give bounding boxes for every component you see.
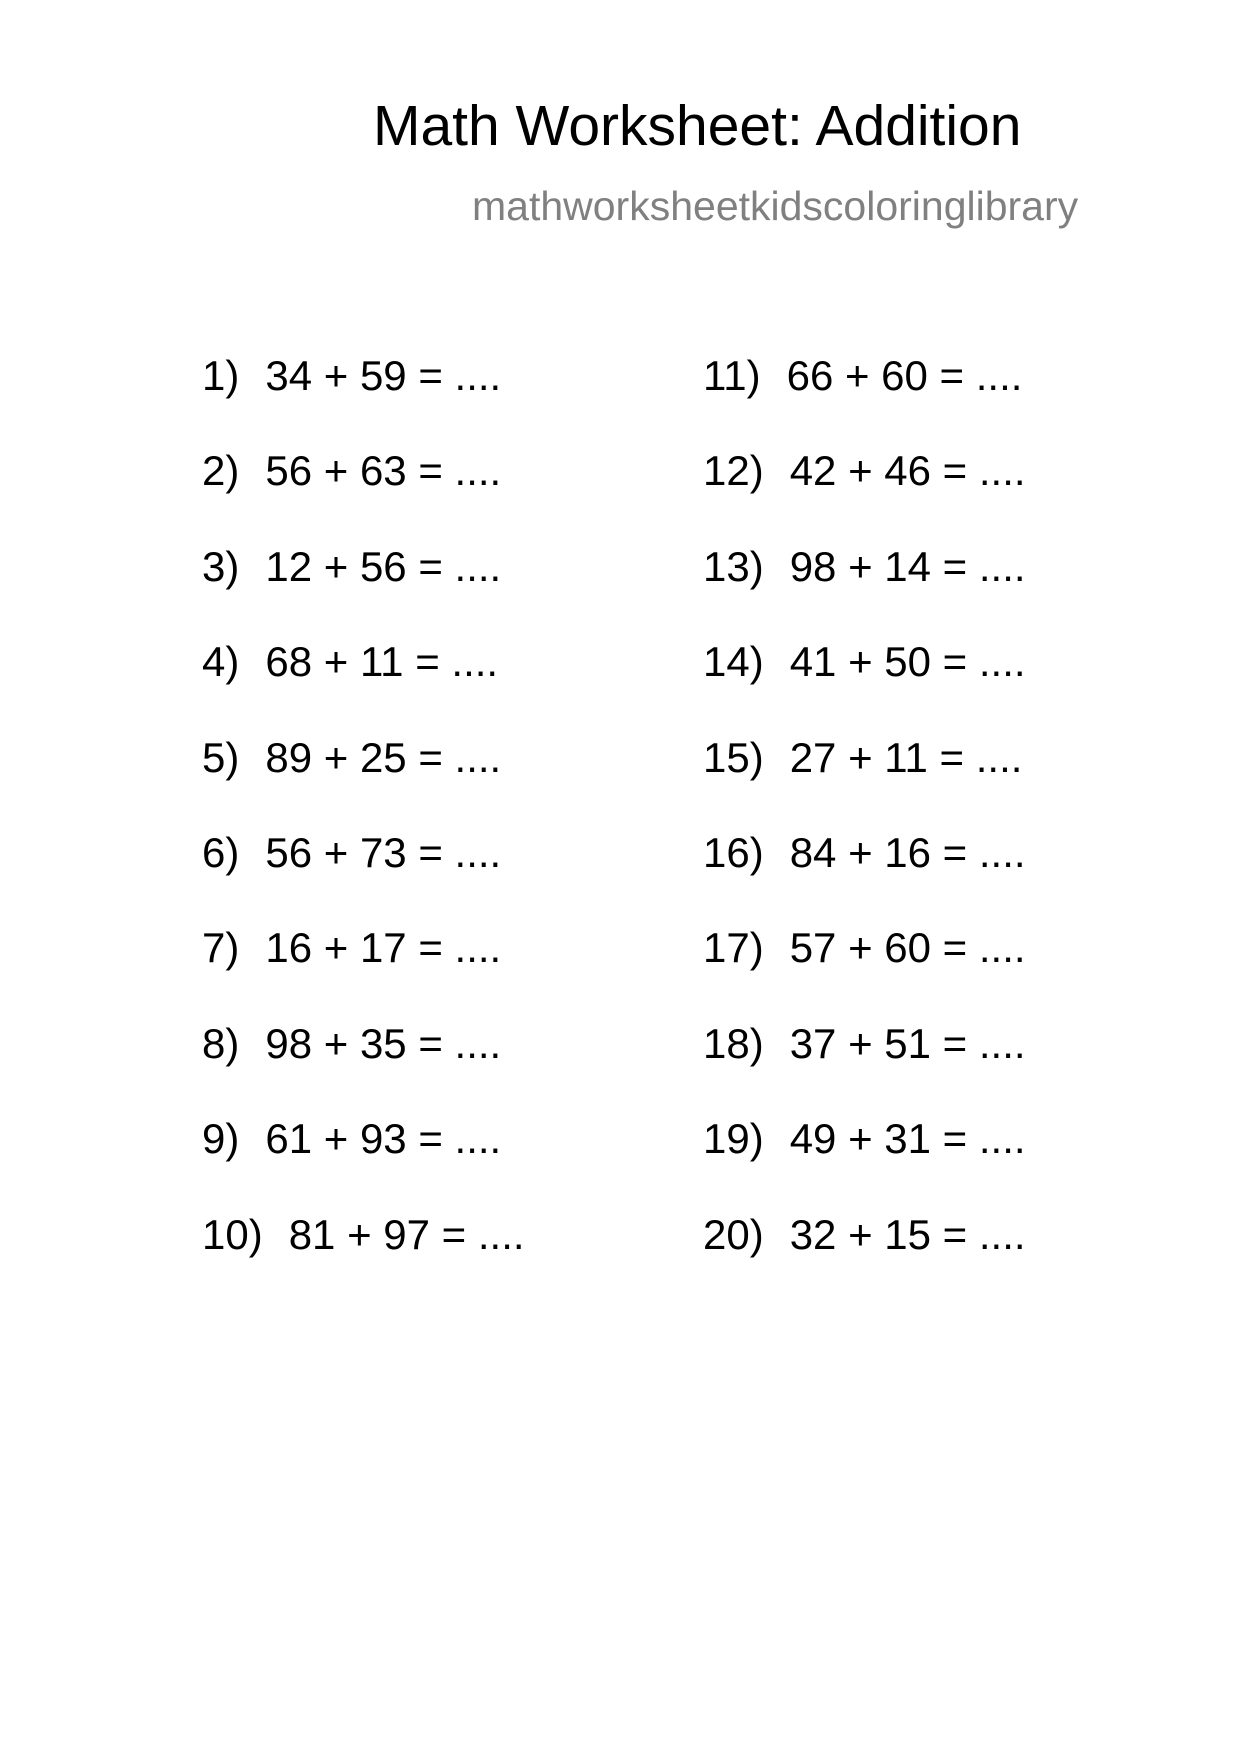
problem-expression: 56 + 63 = .... [265, 447, 502, 495]
problem-number: 5) [202, 733, 240, 781]
problem-number: 6) [202, 828, 240, 876]
problem-item [703, 352, 1026, 450]
problem-expression: 61 + 93 = .... [265, 1115, 502, 1163]
problem-expression: 49 + 31 = .... [789, 1115, 1026, 1163]
problem-number: 16) [703, 828, 764, 876]
problem-number: 8) [202, 1019, 240, 1067]
problem-expression: 41 + 50 = .... [789, 638, 1026, 686]
problem-number: 3) [202, 542, 240, 590]
problem-item [703, 1019, 1026, 1118]
problem-number: 18) [703, 1019, 764, 1067]
problem-expression: 34 + 59 = .... [265, 352, 502, 399]
problem-number: 20) [703, 1210, 764, 1258]
problem-item [703, 447, 1026, 545]
page-title: Math Worksheet: Addition [373, 94, 1022, 158]
problem-expression: 56 + 73 = .... [265, 828, 502, 876]
problem-item [703, 828, 1026, 927]
problem-number: 19) [703, 1115, 764, 1163]
problem-expression: 42 + 46 = .... [789, 447, 1026, 495]
problem-item [202, 638, 525, 736]
problem-item [703, 638, 1026, 736]
problem-expression: 12 + 56 = .... [265, 542, 502, 590]
problem-expression: 68 + 11 = .... [265, 638, 499, 686]
problem-number: 15) [703, 733, 764, 781]
problem-number: 13) [703, 542, 764, 590]
problem-expression: 37 + 51 = .... [789, 1019, 1026, 1067]
problem-expression: 16 + 17 = .... [265, 924, 502, 972]
problem-number: 10) [202, 1210, 263, 1258]
problem-expression: 98 + 35 = .... [265, 1019, 502, 1067]
problem-item [202, 1210, 525, 1309]
problem-column-right [703, 352, 1026, 1309]
problem-expression: 27 + 11 = .... [789, 733, 1023, 781]
problem-item [202, 542, 525, 641]
problem-item [202, 1019, 525, 1118]
problem-item [202, 447, 525, 545]
problem-item [703, 1115, 1026, 1213]
problem-item [202, 924, 525, 1022]
problem-number: 7) [202, 924, 240, 972]
problem-number: 1) [202, 352, 240, 399]
problem-number: 2) [202, 447, 240, 495]
problem-expression: 98 + 14 = .... [789, 542, 1026, 590]
problem-expression: 81 + 97 = .... [288, 1210, 525, 1258]
problem-item [202, 733, 525, 832]
problem-column-left [202, 352, 525, 1309]
problem-number: 11) [703, 352, 761, 399]
problem-expression: 84 + 16 = .... [789, 828, 1026, 876]
problem-number: 4) [202, 638, 240, 686]
problem-number: 12) [703, 447, 764, 495]
problem-item [202, 1115, 525, 1213]
problem-item [703, 1210, 1026, 1309]
problem-expression: 57 + 60 = .... [789, 924, 1026, 972]
problem-expression: 89 + 25 = .... [265, 733, 502, 781]
page-subtitle: mathworksheetkidscoloringlibrary [472, 183, 1079, 229]
problem-item [703, 542, 1026, 641]
problem-item [703, 733, 1026, 832]
problem-number: 17) [703, 924, 764, 972]
problem-number: 9) [202, 1115, 240, 1163]
problem-item [703, 924, 1026, 1022]
problem-item [202, 828, 525, 927]
problem-number: 14) [703, 638, 764, 686]
problem-item [202, 352, 525, 450]
problem-expression: 66 + 60 = .... [786, 352, 1023, 399]
problem-expression: 32 + 15 = .... [789, 1210, 1026, 1258]
